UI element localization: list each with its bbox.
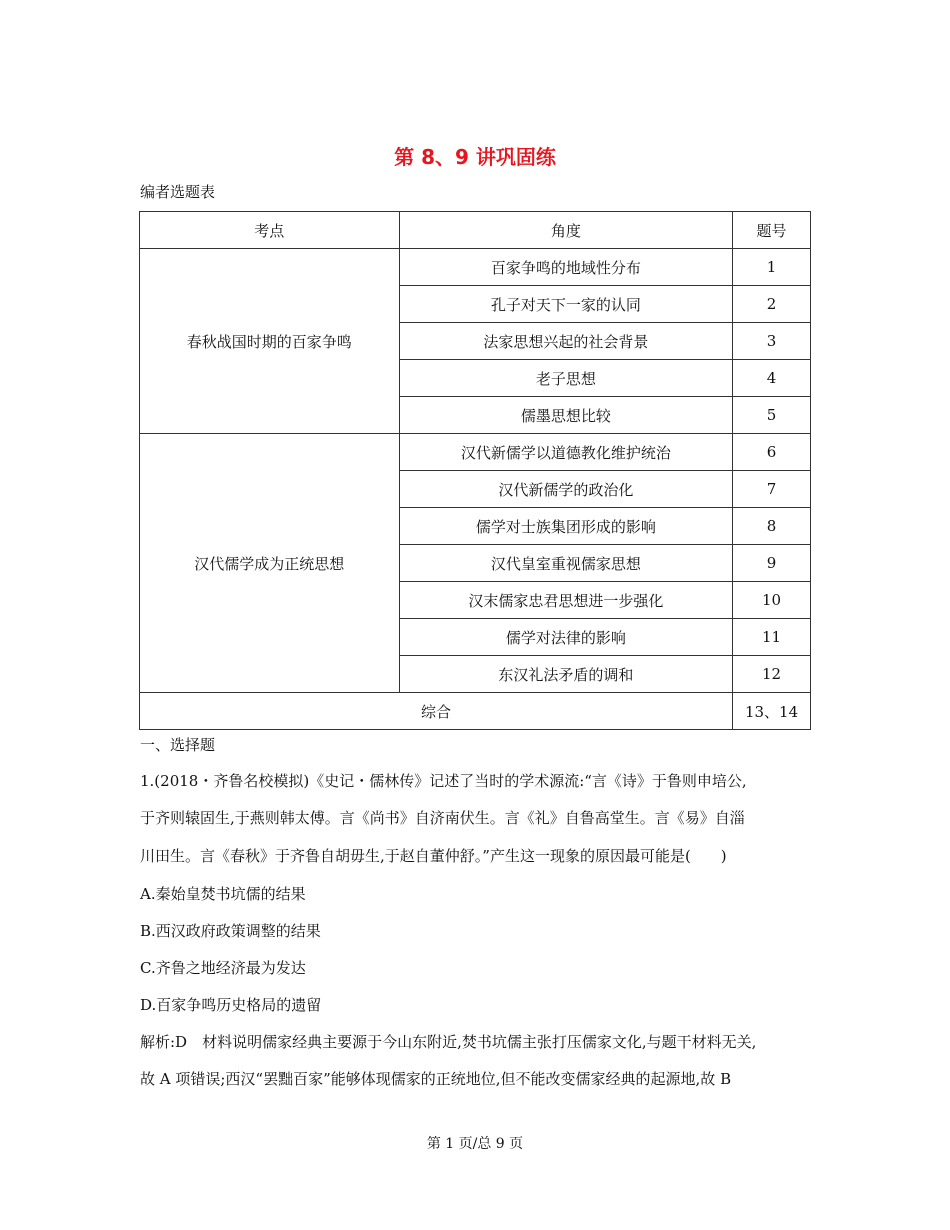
table-header-row <box>140 212 811 249</box>
page-title: 第 8、9 讲巩固练 <box>394 145 556 169</box>
column-header: 考点 <box>140 212 400 249</box>
topic-cell: 春秋战国时期的百家争鸣 <box>140 249 400 434</box>
question-stem-line: 1.(2018・齐鲁名校模拟)《史记・儒林传》记述了当时的学术源流:“言《诗》于鲁则申培公, <box>140 772 747 790</box>
angle-cell: 法家思想兴起的社会背景 <box>399 323 732 360</box>
topic-table <box>139 211 811 730</box>
question-number-cell: 6 <box>733 434 811 471</box>
angle-cell: 孔子对天下一家的认同 <box>399 286 732 323</box>
analysis-line: 故 A 项错误;西汉“罢黜百家”能够体现儒家的正统地位,但不能改变儒家经典的起源地,故 B <box>140 1070 732 1088</box>
angle-cell: 汉代新儒学以道德教化维护统治 <box>399 434 732 471</box>
angle-cell: 汉末儒家忠君思想进一步强化 <box>399 582 732 619</box>
table-row <box>140 249 811 286</box>
column-header: 角度 <box>399 212 732 249</box>
table-row <box>140 434 811 471</box>
option-d: D.百家争鸣历史格局的遗留 <box>140 996 322 1014</box>
question-number-cell: 2 <box>733 286 811 323</box>
angle-cell: 儒学对法律的影响 <box>399 619 732 656</box>
page-footer: 第 1 页/总 9 页 <box>426 1136 524 1152</box>
angle-cell: 汉代新儒学的政治化 <box>399 471 732 508</box>
option-b: B.西汉政府政策调整的结果 <box>140 922 321 940</box>
angle-cell: 百家争鸣的地域性分布 <box>399 249 732 286</box>
summary-label-cell: 综合 <box>140 693 733 730</box>
angle-cell: 汉代皇室重视儒家思想 <box>399 545 732 582</box>
summary-row <box>140 693 811 730</box>
question-stem-line: 川田生。言《春秋》于齐鲁自胡毋生,于赵自董仲舒。”产生这一现象的原因最可能是( ) <box>140 847 727 865</box>
question-stem-line: 于齐则辕固生,于燕则韩太傅。言《尚书》自济南伏生。言《礼》自鲁高堂生。言《易》自淄 <box>140 809 745 827</box>
section-heading: 一、选择题 <box>140 736 216 754</box>
question-number-cell: 11 <box>733 619 811 656</box>
column-header: 题号 <box>733 212 811 249</box>
analysis-line: 解析:D 材料说明儒家经典主要源于今山东附近,焚书坑儒主张打压儒家文化,与题干材料无关, <box>140 1033 757 1051</box>
question-number-cell: 3 <box>733 323 811 360</box>
question-number-cell: 4 <box>733 360 811 397</box>
option-a: A.秦始皇焚书坑儒的结果 <box>140 885 306 903</box>
question-number-cell: 9 <box>733 545 811 582</box>
question-number-cell: 1 <box>733 249 811 286</box>
angle-cell: 老子思想 <box>399 360 732 397</box>
table-caption: 编者选题表 <box>140 183 216 201</box>
angle-cell: 东汉礼法矛盾的调和 <box>399 656 732 693</box>
question-number-cell: 5 <box>733 397 811 434</box>
question-number-cell: 12 <box>733 656 811 693</box>
angle-cell: 儒学对士族集团形成的影响 <box>399 508 732 545</box>
angle-cell: 儒墨思想比较 <box>399 397 732 434</box>
question-number-cell: 10 <box>733 582 811 619</box>
question-number-cell: 8 <box>733 508 811 545</box>
option-c: C.齐鲁之地经济最为发达 <box>140 959 306 977</box>
topic-cell: 汉代儒学成为正统思想 <box>140 434 400 693</box>
question-number-cell: 7 <box>733 471 811 508</box>
summary-number-cell: 13、14 <box>733 693 811 730</box>
